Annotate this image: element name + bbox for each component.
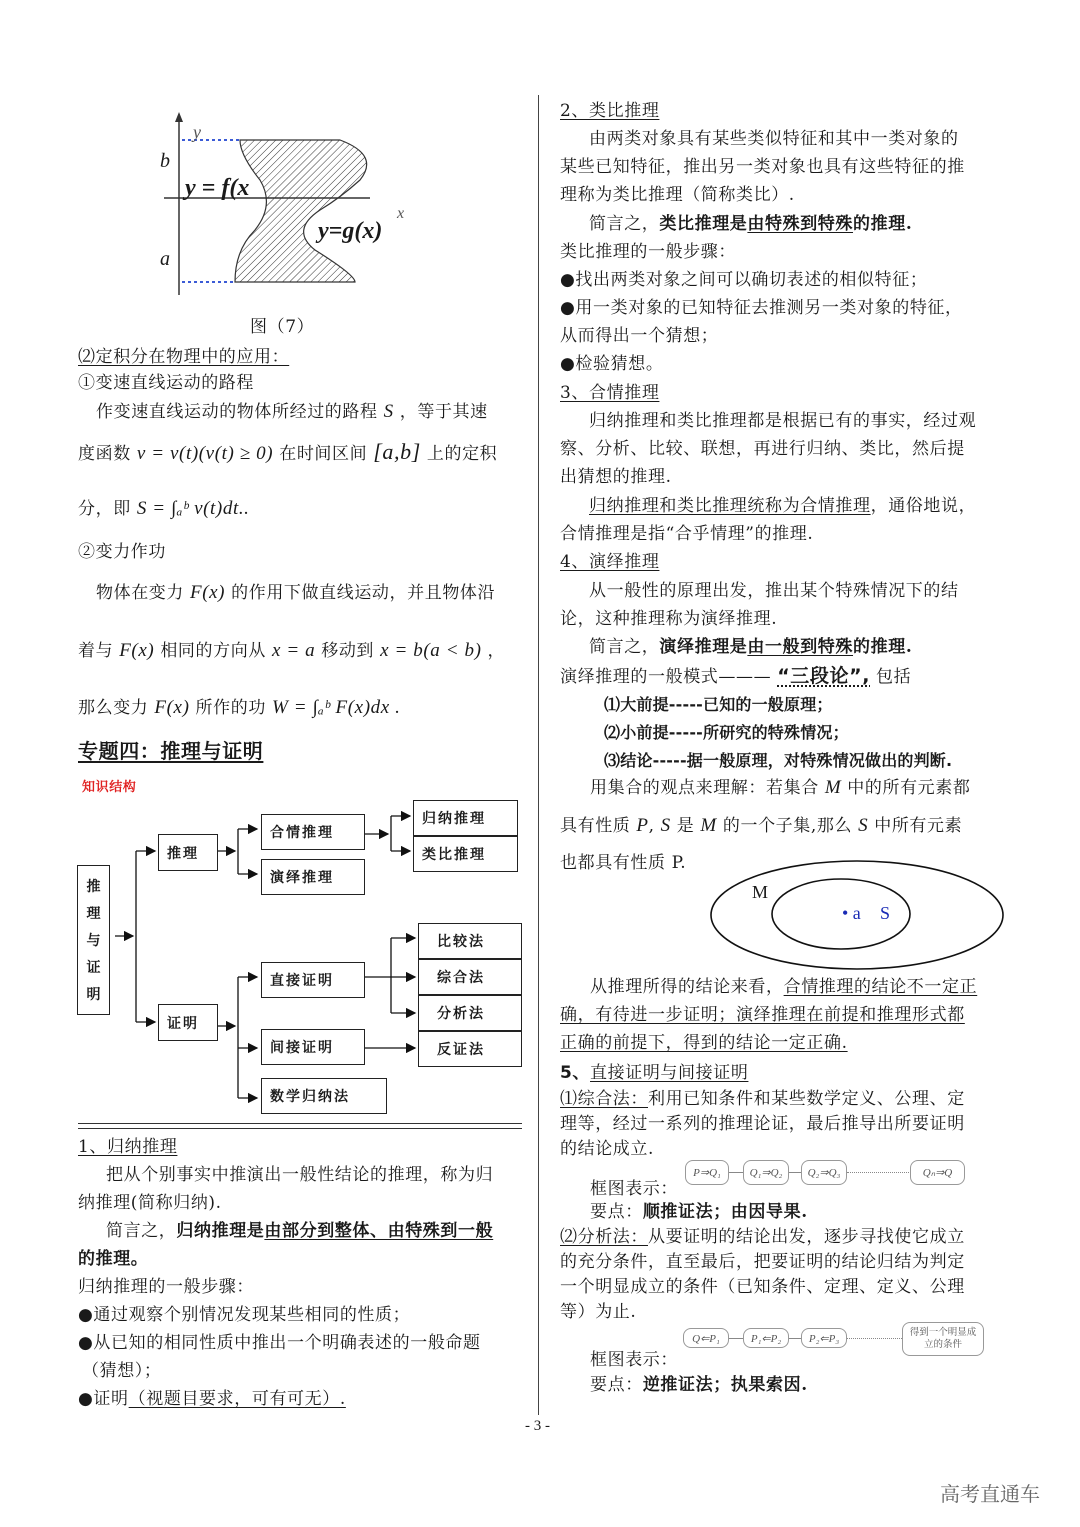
item1-para-line1: 作变速直线运动的物体所经过的路程 S ，等于其速 (96, 401, 488, 422)
tree-node-comparison: 比较法 (418, 923, 522, 959)
ana-flow-step-3: P₂⇐P₃ (801, 1328, 847, 1348)
tree-root-box: 推 理 与 证 明 (77, 865, 110, 1015)
section1-bullet1: ●通过观察个别情况发现某些相同的性质； (78, 1305, 411, 1325)
topic-title: 专题四：推理与证明 (78, 739, 264, 763)
figure-fx-label: y = f(x (185, 175, 250, 201)
synthesis-flow-label: 框图表示： (590, 1179, 678, 1199)
venn-label-S: S (880, 903, 891, 923)
section4-set-line3: 也都具有性质 P. (560, 853, 687, 873)
tree-node-analysis: 分析法 (418, 995, 522, 1031)
section4-set-line2: 具有性质 P, S 是 M 的一个子集,那么 S 中所有元素 (560, 815, 963, 836)
analysis-flow-label: 框图表示： (590, 1350, 678, 1370)
section1-bullet2: ●从已知的相同性质中推出一个明确表述的一般命题 (78, 1333, 481, 1353)
physics-heading: ⑵定积分在物理中的应用： (78, 347, 290, 367)
item1-para-line3: 分，即 S = ∫ₐᵇ v(t)dt.. (78, 498, 250, 519)
math-S: S (383, 401, 394, 422)
analysis-key: 要点：逆推证法；执果索因. (590, 1375, 808, 1395)
flow-arrow (789, 1338, 801, 1339)
section2-p3: 理称为类比推理（简称类比）. (560, 185, 795, 205)
section4-p3: 简言之，演绎推理是由一般到特殊的推理. (589, 637, 913, 657)
analysis-p3: 一个明显成立的条件（已知条件、定理、定义、公理 (560, 1277, 965, 1297)
section5-heading: 5、直接证明与间接证明 (560, 1063, 749, 1083)
syn-flow-step-1: P⇒Q₁ (685, 1160, 729, 1185)
flow-arrow-ellipsis (847, 1172, 909, 1174)
conclusion-line2: 确，有待进一步证明；演绎推理在前提和推理形式都 (560, 1005, 965, 1025)
math-integral-W: W = ∫ₐᵇ F(x)dx . (271, 697, 401, 718)
conclusion-line1: 从推理所得的结论来看，合情推理的结论不一定正 (590, 977, 978, 997)
figure-b-label: b (160, 150, 170, 172)
analysis-p1: ⑵分析法：从要证明的结论出发，逐步寻找使它成立 (560, 1227, 965, 1247)
flow-arrow (729, 1338, 743, 1339)
section4-heading: 4、演绎推理 (560, 552, 660, 572)
tree-node-deductive: 演绎推理 (261, 859, 365, 895)
figure-x-axis-label: x (397, 205, 405, 222)
syn-flow-step-3: Q₂⇒Q₃ (801, 1160, 847, 1185)
page-number: - 3 - (525, 1418, 550, 1434)
tree-node-plausible: 合情推理 (261, 814, 365, 850)
section4-item3: ⑶结论-----据一般原理，对特殊情况做出的判断. (604, 751, 953, 770)
tree-node-proof: 证明 (158, 1004, 218, 1041)
section1-steps-title: 归纳推理的一般步骤： (78, 1277, 254, 1297)
section3-p5: 合情推理是指“合乎情理”的推理. (560, 524, 814, 544)
tree-node-contradiction: 反证法 (418, 1031, 522, 1067)
tree-node-synthesis: 综合法 (418, 959, 522, 995)
flow-arrow (729, 1172, 743, 1173)
figure-y-axis-label: y (193, 122, 201, 142)
section1-p1: 把从个别事实中推演出一般性结论的推理，称为归 (106, 1165, 494, 1185)
section2-p2: 某些已知特征，推出另一类对象也具有这些特征的推 (560, 157, 965, 177)
knowledge-structure-label: 知识结构 (82, 780, 137, 795)
ana-flow-step-final: 得到一个明显成立的条件 (902, 1322, 984, 1356)
section1-bullet3: ●证明（视题目要求，可有可无）. (78, 1389, 346, 1409)
venn-label-M: M (752, 882, 769, 902)
watermark-brand: 高考直通车 (940, 1482, 1040, 1506)
flow-arrow-ellipsis (847, 1338, 902, 1340)
synthesis-p1: ⑴综合法：利用已知条件和某些数学定义、公理、定 (560, 1089, 965, 1109)
section2-bullet2b: 从而得出一个猜想； (560, 326, 719, 346)
tree-node-direct: 直接证明 (261, 962, 365, 998)
item2-para-line2: 着与 F(x) 相同的方向从 x = a 移动到 x = b(a < b) ， (78, 640, 506, 661)
synthesis-key: 要点：顺推证法；由因导果. (590, 1202, 808, 1222)
ana-flow-step-2: P₁⇐P₂ (743, 1328, 789, 1348)
section4-set-line1: 用集合的观点来理解：若集合 M 中的所有元素都 (590, 777, 971, 798)
figure-a-label: a (160, 248, 170, 270)
ana-flow-step-1: Q⇐P₁ (683, 1328, 729, 1348)
section1-p3: 简言之，归纳推理是由部分到整体、由特殊到一般 (106, 1221, 494, 1241)
tree-node-inductive: 归纳推理 (413, 800, 518, 836)
section3-heading: 3、合情推理 (560, 383, 660, 403)
item2-para-line1: 物体在变力 F(x) 的作用下做直线运动，并且物体沿 (96, 582, 496, 603)
math-interval: [a,b] (373, 439, 421, 464)
math-Fx: F(x) (190, 582, 226, 603)
section3-p2: 察、分析、比较、联想，再进行归纳、类比，然后提 (560, 439, 965, 459)
item1-para-line2: 度函数 v = v(t)(v(t) ≥ 0) 在时间区间 [a,b] 上的定积 (78, 439, 498, 464)
figure-gx-label: y=g(x) (318, 218, 383, 244)
section2-bullet3: ●检验猜想。 (560, 354, 664, 374)
item2-para-line3: 那么变力 F(x) 所作的功 W = ∫ₐᵇ F(x)dx . (78, 697, 401, 718)
section2-p4: 简言之，类比推理是由特殊到特殊的推理. (589, 214, 913, 234)
analysis-p4: 等）为止. (560, 1302, 637, 1322)
tree-node-induction-math: 数学归纳法 (261, 1078, 387, 1114)
section1-p4: 的推理。 (78, 1249, 149, 1269)
section1-bullet2b: （猜想）； (82, 1361, 162, 1381)
section-divider (78, 1123, 522, 1129)
section2-heading: 2、类比推理 (560, 101, 660, 121)
section3-p4: 归纳推理和类比推理统称为合情推理，通俗地说， (589, 496, 977, 516)
venn-point-a: • a (842, 903, 861, 923)
section1-p2: 纳推理(简称归纳). (78, 1193, 222, 1213)
section4-item2: ⑵小前提-----所研究的特殊情况； (604, 723, 849, 742)
tree-node-indirect: 间接证明 (261, 1029, 365, 1065)
section2-bullet1: ●找出两类对象之间可以确切表述的相似特征； (560, 270, 928, 290)
section4-p1: 从一般性的原理出发，推出某个特殊情况下的结 (589, 581, 959, 601)
synthesis-p2: 理等，经过一系列的推理论证，最后推导出所要证明 (560, 1114, 965, 1134)
syn-flow-step-2: Q₁⇒Q₂ (743, 1160, 789, 1185)
flow-arrow (789, 1172, 801, 1173)
section4-mode: 演绎推理的一般模式——— “三段论”, 包括 (560, 665, 912, 687)
math-integral-S: S = ∫ₐᵇ v(t)dt.. (136, 498, 250, 519)
math-velocity: v = v(t)(v(t) ≥ 0) (136, 443, 274, 464)
section1-heading: 1、归纳推理 (78, 1137, 178, 1157)
analysis-p2: 的充分条件，直至最后，把要证明的结论归结为判定 (560, 1252, 965, 1272)
section2-steps-title: 类比推理的一般步骤： (560, 242, 736, 262)
item2-title: ②变力作功 (78, 542, 166, 562)
item1-title: ①变速直线运动的路程 (78, 373, 254, 393)
tree-node-reasoning: 推理 (158, 834, 218, 871)
synthesis-p3: 的结论成立. (560, 1139, 655, 1159)
conclusion-line3: 正确的前提下，得到的结论一定正确. (560, 1033, 848, 1053)
section4-item1: ⑴大前提-----已知的一般原理； (604, 695, 833, 714)
section3-p1: 归纳推理和类比推理都是根据已有的事实，经过观 (589, 411, 977, 431)
syn-flow-step-n: Qₙ⇒Q (910, 1160, 965, 1185)
figure-7-region-diagram (150, 110, 370, 300)
figure-caption: 图（7） (250, 317, 315, 337)
column-separator (538, 95, 539, 1415)
section3-p3: 出猜想的推理. (560, 467, 672, 487)
section2-bullet2: ●用一类对象的已知特征去推测另一类对象的特征， (560, 298, 963, 318)
section2-p1: 由两类对象具有某些类似特征和其中一类对象的 (589, 129, 959, 149)
tree-node-analogical: 类比推理 (413, 836, 518, 872)
section4-p2: 论，这种推理称为演绎推理. (560, 609, 778, 629)
